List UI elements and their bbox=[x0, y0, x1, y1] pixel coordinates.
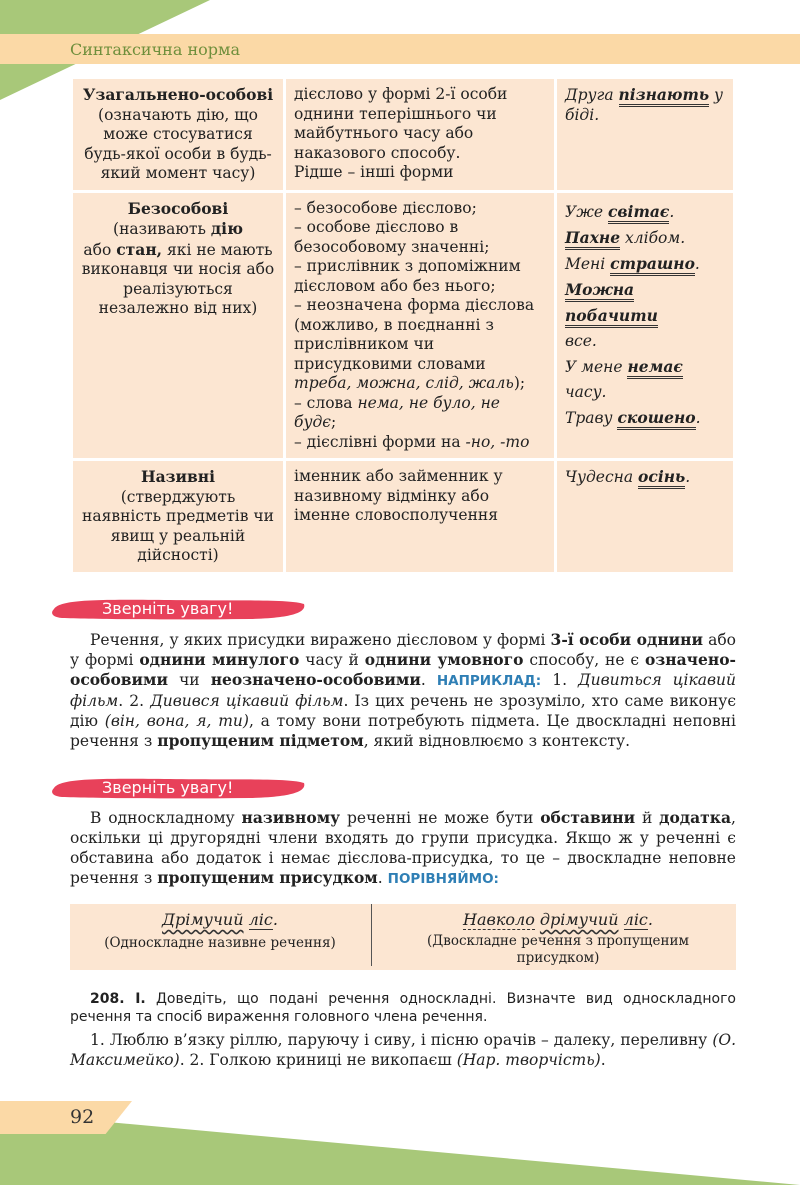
example-text: . 2. Голкою криниці не викопаєш bbox=[179, 1051, 452, 1069]
table-row bbox=[73, 79, 733, 190]
form-item-italic: нема, не було, не будє bbox=[294, 393, 500, 431]
attention-label: Зверніть увагу! bbox=[102, 599, 234, 618]
main-word: ліс bbox=[248, 910, 273, 929]
predicate: осінь bbox=[638, 467, 685, 489]
type-description-bold: стан, bbox=[116, 239, 163, 259]
compare-phrase bbox=[388, 910, 728, 929]
note-italic: Дивився цікавий фільм bbox=[150, 692, 344, 710]
example-text: 1. Люблю в’язку ріллю, паруючу і сиву, і пісню орачів – далеку, переливну bbox=[90, 1031, 708, 1049]
type-description: (стверджують наявність предметів чи явищ у реальній дійсності) bbox=[82, 487, 274, 564]
example-word: Друга bbox=[565, 86, 614, 104]
form-item: – прислівник з допоміжним дієсловом або без нього; bbox=[294, 257, 521, 295]
type-description-bold: дію bbox=[210, 219, 243, 238]
example-word: Траву bbox=[565, 408, 613, 427]
note-text: . bbox=[377, 869, 383, 887]
form-cell bbox=[286, 79, 554, 190]
note-bold: однини минулого bbox=[139, 650, 300, 669]
example-word: хлібом. bbox=[625, 228, 686, 247]
example-text: . bbox=[600, 1051, 606, 1069]
compare-caption: (Односкладне називне речення) bbox=[104, 935, 336, 951]
predicate: світає bbox=[608, 202, 669, 224]
page-number: 92 bbox=[70, 1106, 95, 1128]
compare-right bbox=[388, 910, 728, 967]
task-text: Доведіть, що подані речення односкладні. Визначте вид односкладного речення та спосіб вираження головного члена речення. bbox=[70, 991, 736, 1025]
table-row bbox=[73, 193, 733, 459]
compare-phrase bbox=[70, 910, 370, 929]
note-paragraph-2 bbox=[70, 808, 736, 889]
table-row bbox=[73, 461, 733, 572]
example-word: у біді. bbox=[565, 86, 724, 124]
form-cell bbox=[286, 193, 554, 459]
punctuation: . bbox=[272, 910, 278, 929]
form-item: – слова bbox=[294, 393, 353, 412]
type-name: Узагальнено-особові bbox=[82, 85, 274, 104]
note-text: . 2. bbox=[118, 692, 145, 710]
example-source: (Нар. творчість) bbox=[456, 1051, 601, 1069]
compare-caption: (Двоскладне речення з пропущеним присудком) bbox=[427, 933, 689, 966]
punctuation: . bbox=[647, 910, 653, 929]
main-word: ліс bbox=[623, 910, 648, 929]
note-bold: 3-ї особи однини bbox=[550, 630, 704, 649]
type-description: (називають bbox=[113, 220, 206, 238]
sentence-types-table bbox=[70, 76, 736, 575]
form-cell bbox=[286, 461, 554, 572]
example-word: Уже bbox=[565, 202, 603, 221]
note-text: , який відновлюємо з контексту. bbox=[363, 732, 631, 750]
note-text: , а тому вони потребують підмета. Це двоскладні неповні речення з bbox=[70, 712, 736, 750]
note-text: реченні не може бути bbox=[346, 809, 534, 827]
attribute-word: Дрімучий bbox=[162, 910, 244, 929]
form-item: – особове дієслово в безособовому значенні; bbox=[294, 218, 490, 256]
compare-left bbox=[70, 910, 370, 952]
predicate: Можна побачити bbox=[565, 280, 658, 328]
example-cell bbox=[557, 79, 733, 190]
example-cell bbox=[557, 193, 733, 459]
note-text: або у формі bbox=[70, 631, 736, 669]
form-item: ; bbox=[330, 413, 337, 431]
type-description: (означають дію, що може стосуватися будь-якої особи в будь-який момент часу) bbox=[84, 105, 272, 182]
note-bold: однини умовного bbox=[364, 650, 524, 669]
example-word: Чудесна bbox=[565, 468, 634, 486]
note-italic: (він, вона, я, ти) bbox=[104, 712, 249, 730]
type-name: Безособові bbox=[127, 198, 229, 218]
form-item: – неозначена форма дієслова (можливо, в поєднанні з прислівником чи присудковими словами bbox=[294, 296, 535, 373]
form-text: іменник або займенник у називному відмінку або іменне словосполучення bbox=[294, 467, 503, 524]
note-bold: означено-особовими bbox=[70, 650, 736, 689]
compare-divider bbox=[371, 904, 372, 966]
form-text: дієслово у формі 2-ї особи однини теперішнього чи майбутнього часу або наказового способу. bbox=[294, 85, 508, 162]
example-label: НАПРИКЛАД: bbox=[436, 673, 542, 689]
note-text: Речення, у яких присудки виражено дієсловом у формі bbox=[90, 631, 546, 649]
task-number: 208. І. bbox=[90, 991, 146, 1007]
task-examples bbox=[70, 1030, 736, 1070]
form-item-italic: -но, -то bbox=[465, 432, 530, 451]
type-cell bbox=[73, 193, 283, 459]
predicate: пізнають bbox=[619, 85, 710, 107]
compare-label: ПОРІВНЯЙМО: bbox=[387, 871, 499, 887]
form-item: – дієслівні форми на bbox=[294, 432, 461, 451]
note-text: часу й bbox=[305, 651, 359, 669]
attention-banner bbox=[50, 777, 306, 799]
example-word: . bbox=[685, 468, 691, 486]
note-paragraph-1 bbox=[70, 630, 736, 751]
type-description: або bbox=[83, 240, 112, 259]
note-text: й bbox=[641, 809, 653, 827]
note-text: чи bbox=[179, 671, 200, 689]
form-item-italic: треба, можна, слід, жаль bbox=[294, 374, 514, 392]
compare-box bbox=[70, 904, 736, 970]
predicate: Пахне bbox=[565, 228, 620, 250]
note-text: . bbox=[420, 671, 426, 689]
predicate: немає bbox=[627, 357, 682, 379]
note-italic: Дивиться цікавий фільм bbox=[70, 671, 736, 710]
example-cell bbox=[557, 461, 733, 572]
example-word: . bbox=[669, 202, 675, 221]
example-word: У мене bbox=[565, 357, 623, 376]
type-description: які не мають виконавця чи носія або реалізуються незалежно від них) bbox=[81, 240, 275, 317]
note-bold: неозначено-особовими bbox=[210, 670, 421, 689]
type-name: Називні bbox=[140, 467, 216, 486]
note-bold: додатка bbox=[659, 808, 732, 827]
note-text: . Із цих речень не зрозуміло, хто саме виконує дію bbox=[70, 692, 736, 730]
adverbial-word: Навколо bbox=[463, 910, 535, 929]
note-bold: називному bbox=[241, 808, 341, 827]
example-source: (О. Максимейко) bbox=[70, 1031, 736, 1069]
example-word: все. bbox=[565, 331, 597, 350]
predicate: страшно bbox=[610, 254, 695, 276]
form-extra: Рідше – інші форми bbox=[294, 163, 454, 181]
attention-label: Зверніть увагу! bbox=[102, 778, 234, 797]
note-bold: пропущеним присудком bbox=[157, 868, 378, 887]
note-text: способу, не є bbox=[529, 651, 640, 669]
example-word: . bbox=[694, 254, 700, 273]
type-cell bbox=[73, 461, 283, 572]
example-word: часу. bbox=[565, 382, 607, 401]
note-bold: пропущеним підметом bbox=[157, 731, 364, 750]
example-word: Мені bbox=[565, 254, 606, 273]
predicate: скошено bbox=[617, 408, 695, 430]
note-text: 1. bbox=[552, 671, 568, 689]
note-text: В односкладному bbox=[90, 809, 235, 827]
page-header-title: Синтаксична норма bbox=[70, 40, 240, 59]
example-word: . bbox=[695, 408, 701, 427]
form-item: – безособове дієслово; bbox=[294, 198, 477, 217]
note-text: , оскільки ці другорядні члени входять до групи присудка. Якщо ж у реченні є обставина або додаток і немає дієслова-присудка, то це – двоскладне неповне речення з bbox=[70, 809, 736, 887]
note-bold: обставини bbox=[540, 808, 636, 827]
attention-banner bbox=[50, 598, 306, 620]
task-instruction bbox=[70, 990, 736, 1026]
attribute-word: дрімучий bbox=[539, 910, 619, 929]
form-item: ); bbox=[513, 374, 526, 392]
type-cell bbox=[73, 79, 283, 190]
